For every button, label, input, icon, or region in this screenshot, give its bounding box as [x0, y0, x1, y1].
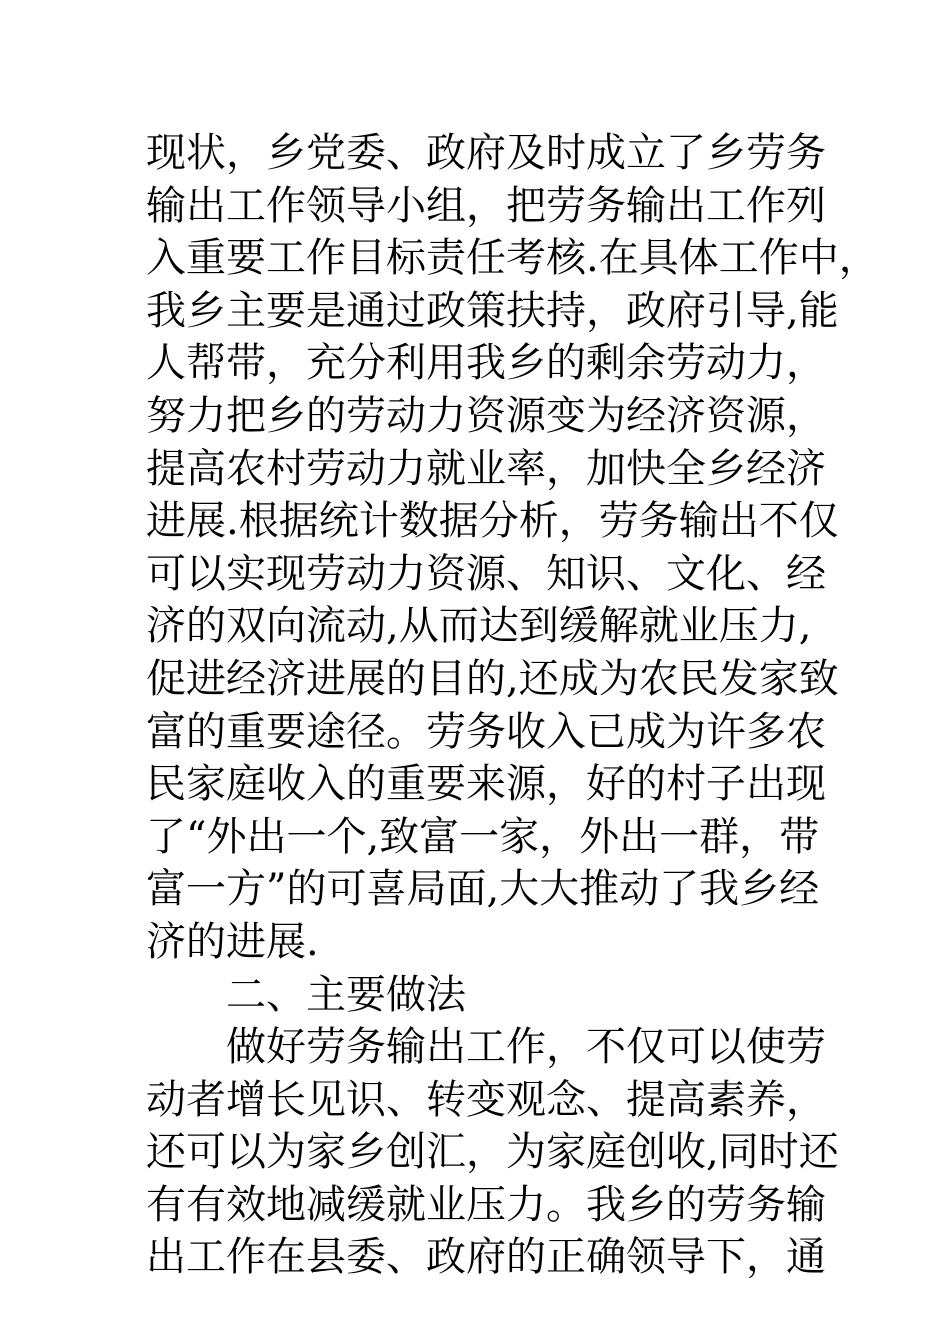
text-line: 济的进展.	[146, 918, 319, 965]
text-line: 出工作在县委、政府的正确领导下，通	[146, 1234, 826, 1281]
text-line: 人帮带，充分利用我乡的剩余劳动力，	[146, 340, 826, 387]
text-line: 济的双向流动,从而达到缓解就业压力,	[146, 603, 812, 650]
text-line: 入重要工作目标责任考核.在具体工作中，	[146, 235, 879, 282]
text-line: 有有效地减缓就业压力。我乡的劳务输	[146, 1181, 826, 1228]
text-line: 动者增长见识、转变观念、提高素养，	[146, 1076, 826, 1123]
text-line: 输出工作领导小组，把劳务输出工作列	[146, 182, 826, 229]
text-line: 提高农村劳动力就业率，加快全乡经济	[146, 445, 826, 492]
text-line: 现状，乡党委、政府及时成立了乡劳务	[146, 130, 826, 176]
text-line: 富的重要途径。劳务收入已成为许多农	[146, 708, 826, 755]
text-line: 我乡主要是通过政策扶持，政府引导,能	[146, 287, 839, 334]
text-line: 促进经济进展的目的,还成为农民发家致	[146, 655, 839, 702]
paragraph-first-line: 做好劳务输出工作，不仅可以使劳	[226, 1024, 826, 1071]
text-line: 还可以为家乡创汇，为家庭创收,同时还	[146, 1129, 839, 1176]
text-line: 了“外出一个,致富一家，外出一群，带	[146, 813, 820, 860]
text-line: 富一方”的可喜局面,大大推动了我乡经	[146, 866, 820, 913]
body-text	[146, 127, 879, 1284]
text-line: 可以实现劳动力资源、知识、文化、经	[146, 550, 826, 597]
text-line: 民家庭收入的重要来源，好的村子出现	[146, 761, 826, 808]
text-line: 进展.根据统计数据分析，劳务输出不仅	[146, 498, 839, 545]
section-heading: 二、主要做法	[226, 971, 466, 1018]
text-line: 努力把乡的劳动力资源变为经济资源，	[146, 392, 826, 439]
